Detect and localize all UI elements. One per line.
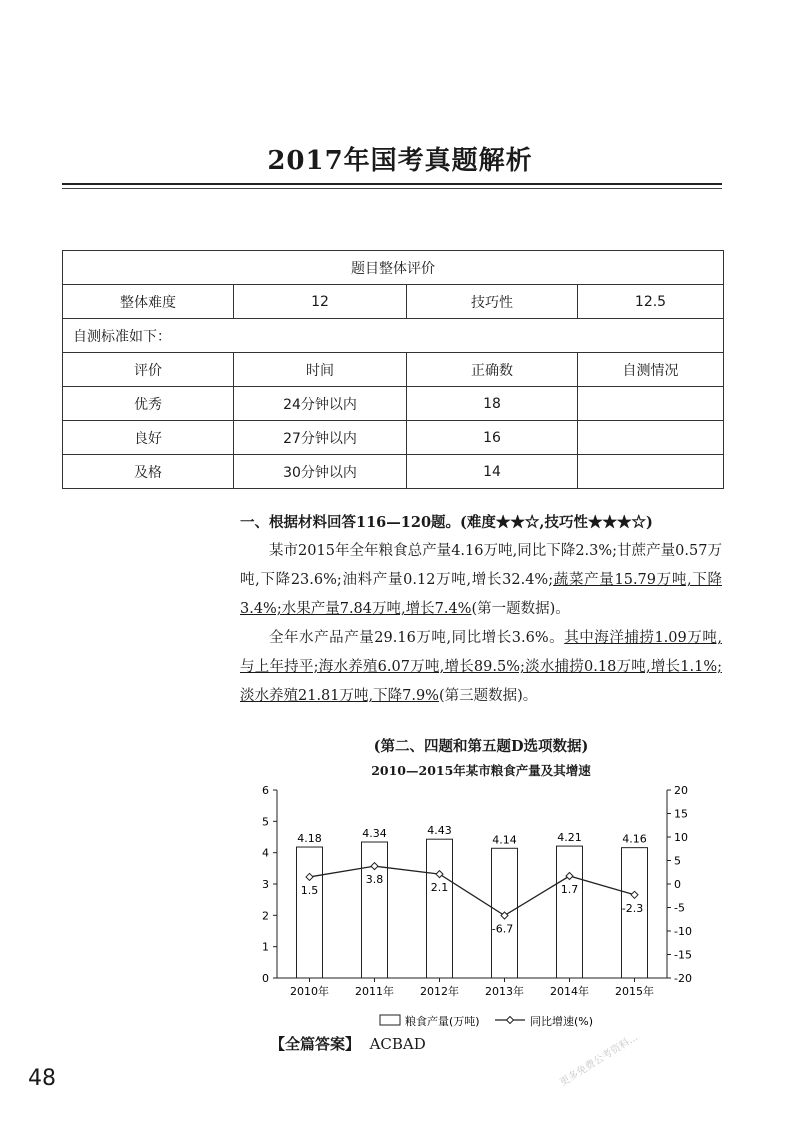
bar-value-label: 4.21 <box>557 831 582 845</box>
page-number: 48 <box>28 1066 56 1091</box>
correct-cell: 16 <box>407 421 578 455</box>
chart-title: 2010—2015年某市粮食产量及其增速 <box>371 763 591 778</box>
growth-value-label: 1.7 <box>560 883 579 897</box>
col-header: 自测情况 <box>578 353 724 387</box>
difficulty-label: 整体难度 <box>63 285 234 319</box>
growth-line <box>310 866 635 915</box>
paragraph-text: 全年水产品产量29.16万吨,同比增长3.6%。 <box>269 630 565 646</box>
growth-value-label: 1.5 <box>300 883 319 897</box>
growth-value-label: 3.8 <box>365 873 384 887</box>
watermark: 更多免费公考资料... <box>558 1031 640 1089</box>
bar <box>557 846 583 978</box>
paragraph-note: (第三题数据)。 <box>438 688 538 704</box>
grade-cell: 优秀 <box>63 387 234 421</box>
legend-line-label: 同比增速(%) <box>530 1015 594 1028</box>
paragraph-text: 某市2015年全年粮食总产量4.16万吨,同比下降2.3%;甘蔗产量0.57万吨,下降23.6%;油料产量0.12万吨,增长32.4%; <box>240 543 722 588</box>
bar-value-label: 4.14 <box>492 833 517 847</box>
answer-label: 【全篇答案】 <box>270 1035 361 1053</box>
growth-value-label: 2.1 <box>430 881 449 895</box>
self-check-cell <box>578 421 724 455</box>
tick-label-left: 6 <box>262 784 269 797</box>
growth-value-label: -6.7 <box>491 922 514 936</box>
title-rule <box>62 183 722 185</box>
self-check-cell <box>578 387 724 421</box>
tick-label-left: 1 <box>262 940 269 954</box>
underlined-text: 蔬菜产量15.79万吨,下降3.4%;水果产量7.84万吨,增长7.4% <box>240 572 723 617</box>
skill-label: 技巧性 <box>407 285 578 319</box>
time-cell: 30分钟以内 <box>234 455 407 489</box>
table-row <box>63 387 724 421</box>
tick-label-left: 4 <box>262 846 269 860</box>
paragraph-note: (第一题数据)。 <box>471 601 570 617</box>
tick-label-left: 5 <box>262 815 269 829</box>
underlined-text: 其中海洋捕捞1.09万吨,与上年持平;海水养殖6.07万吨,增长89.5%;淡水捕捞0.18万吨,增长1.1%;淡水养殖21.81万吨,下降7.9% <box>240 630 722 704</box>
page-title: 2017年国考真题解析 <box>267 146 533 176</box>
legend-bar-label: 粮食产量(万吨) <box>405 1015 480 1028</box>
title-rule-thin <box>62 188 722 189</box>
table-header: 题目整体评价 <box>63 251 724 285</box>
col-header: 时间 <box>234 353 407 387</box>
col-header: 评价 <box>63 353 234 387</box>
paragraph-grain <box>240 537 722 624</box>
category-label: 2011年 <box>355 985 394 998</box>
evaluation-table <box>62 250 724 489</box>
skill-value: 12.5 <box>578 285 724 319</box>
correct-cell: 18 <box>407 387 578 421</box>
time-cell: 24分钟以内 <box>234 387 407 421</box>
answer-line <box>270 1033 426 1054</box>
standard-label: 自测标准如下： <box>63 319 724 353</box>
tick-label-right: -20 <box>674 972 692 985</box>
category-label: 2014年 <box>550 985 589 998</box>
tick-label-right: -10 <box>674 925 692 938</box>
paragraph-aquatic <box>240 624 722 711</box>
category-label: 2010年 <box>290 985 329 998</box>
bar-value-label: 4.16 <box>622 832 647 846</box>
tick-label-right: -5 <box>674 901 685 915</box>
category-label: 2013年 <box>485 985 524 998</box>
tick-label-right: -15 <box>674 948 692 962</box>
tick-label-left: 0 <box>262 972 269 985</box>
tick-label-right: 15 <box>674 807 688 821</box>
growth-value-label: -2.3 <box>621 901 644 915</box>
correct-cell: 14 <box>407 455 578 489</box>
category-label: 2015年 <box>615 985 654 998</box>
bar-value-label: 4.34 <box>362 827 387 841</box>
self-check-cell <box>578 455 724 489</box>
answer-value: ACBAD <box>369 1035 426 1053</box>
bar-value-label: 4.18 <box>297 832 322 846</box>
difficulty-value: 12 <box>234 285 407 319</box>
table-row <box>63 421 724 455</box>
category-label: 2012年 <box>420 985 459 998</box>
tick-label-right: 20 <box>674 784 688 797</box>
tick-label-right: 10 <box>674 831 688 844</box>
section-heading: 一、根据材料回答116—120题。(难度★★☆,技巧性★★★☆) <box>240 514 653 531</box>
chart-caption: (第二、四题和第五题D选项数据) <box>373 738 589 755</box>
bar <box>427 839 453 978</box>
bar <box>297 847 323 978</box>
tick-label-right: 5 <box>674 854 681 868</box>
tick-label-left: 2 <box>262 909 269 923</box>
bar-value-label: 4.43 <box>427 824 452 838</box>
legend-bar-swatch <box>380 1015 400 1025</box>
legend-line-marker <box>507 1017 514 1024</box>
question-material <box>240 508 722 711</box>
grade-cell: 良好 <box>63 421 234 455</box>
col-header: 正确数 <box>407 353 578 387</box>
time-cell: 27分钟以内 <box>234 421 407 455</box>
tick-label-right: 0 <box>674 878 681 891</box>
grade-cell: 及格 <box>63 455 234 489</box>
table-row <box>63 455 724 489</box>
tick-label-left: 3 <box>262 878 269 891</box>
grain-chart <box>250 780 720 1035</box>
